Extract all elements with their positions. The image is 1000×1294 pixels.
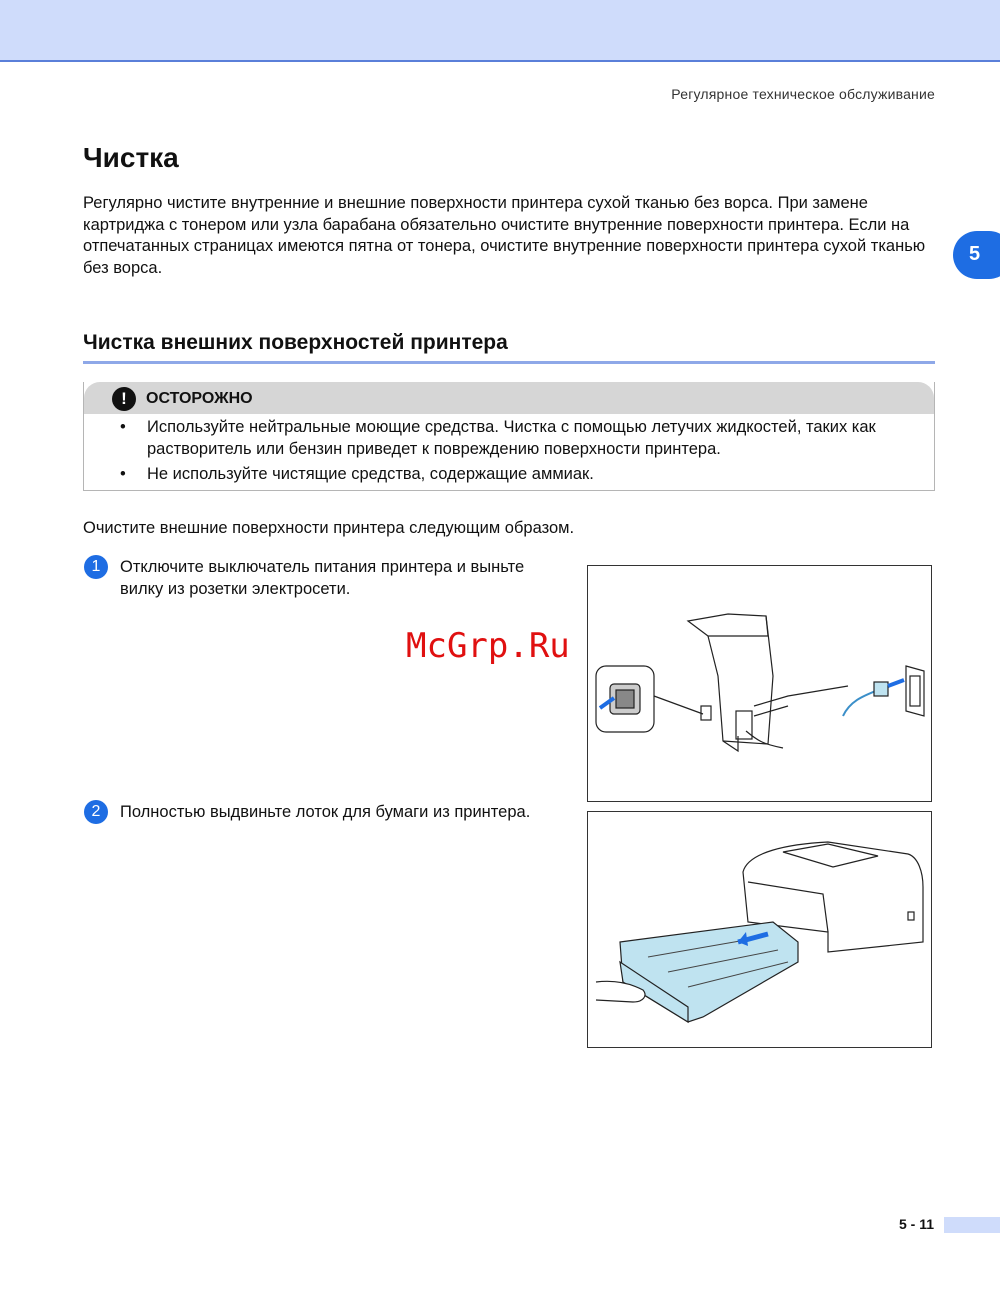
caution-item: [84, 464, 934, 486]
outlet-face: [910, 676, 920, 706]
running-header: Регулярное техническое обслуживание: [671, 86, 935, 102]
caution-header: [84, 382, 934, 414]
paper-tray-illustration: [588, 812, 931, 1047]
caution-item-text: Используйте нейтральные моющие средства. Чистка с помощью летучих жидкостей, таких как растворитель или бензин приведет к повреждению поверхности принтера.: [147, 418, 876, 458]
step-1-number: 1: [84, 555, 108, 579]
printer-power-illustration: [588, 566, 931, 801]
step-2-number: 2: [84, 800, 108, 824]
figure-paper-tray: [587, 811, 932, 1048]
lead-paragraph: Очистите внешние поверхности принтера следующим образом.: [83, 519, 575, 537]
plug-arrow-icon: [888, 680, 904, 686]
printer-top-edge: [688, 614, 768, 636]
warning-icon: !: [112, 387, 136, 411]
rocker-switch-face: [616, 690, 634, 708]
wall-outlet: [906, 666, 924, 716]
caution-box: [83, 382, 935, 491]
section-divider: [83, 361, 935, 364]
step-2-text: Полностью выдвиньте лоток для бумаги из принтера.: [120, 803, 531, 821]
caution-list: [84, 417, 934, 490]
caution-item: [84, 417, 934, 460]
caution-item-text: Не используйте чистящие средства, содержащие аммиак.: [147, 465, 594, 483]
page-title: Чистка: [83, 142, 179, 173]
header-band: [0, 0, 1000, 62]
footer-band: [944, 1217, 1000, 1233]
figure-power-off: [587, 565, 932, 802]
printer-switch-slot: [701, 706, 711, 720]
bullet-icon: •: [120, 465, 126, 483]
paper-tray: [620, 922, 798, 1022]
step-1-text: Отключите выключатель питания принтера и выньте вилку из розетки электросети.: [120, 558, 525, 598]
printer-power-socket: [736, 711, 752, 739]
chapter-tab[interactable]: [953, 231, 1000, 279]
printer-side-outline: [708, 636, 738, 751]
page-number: 5 - 11: [898, 1216, 934, 1232]
intro-paragraph: Регулярно чистите внутренние и внешние поверхности принтера сухой тканью без ворса. При замене картриджа с тонером или узла барабана обязательно очистите внутренние поверхности принтера. Если на отпечатанных страницах имеются пятна от тонера, очистите внутренние поверхности принтера сухой тканью без ворса.: [83, 194, 926, 277]
callout-pointer: [654, 696, 703, 714]
chapter-number: 5: [969, 243, 981, 265]
plug-cable: [843, 690, 878, 716]
printer-back-edge: [766, 616, 773, 744]
section-title: Чистка внешних поверхностей принтера: [83, 331, 508, 354]
printer-rear-line: [754, 686, 848, 706]
caution-title: ОСТОРОЖНО: [146, 390, 253, 407]
watermark: McGrp.Ru: [406, 626, 570, 666]
bullet-icon: •: [120, 418, 126, 436]
power-plug: [874, 682, 888, 696]
